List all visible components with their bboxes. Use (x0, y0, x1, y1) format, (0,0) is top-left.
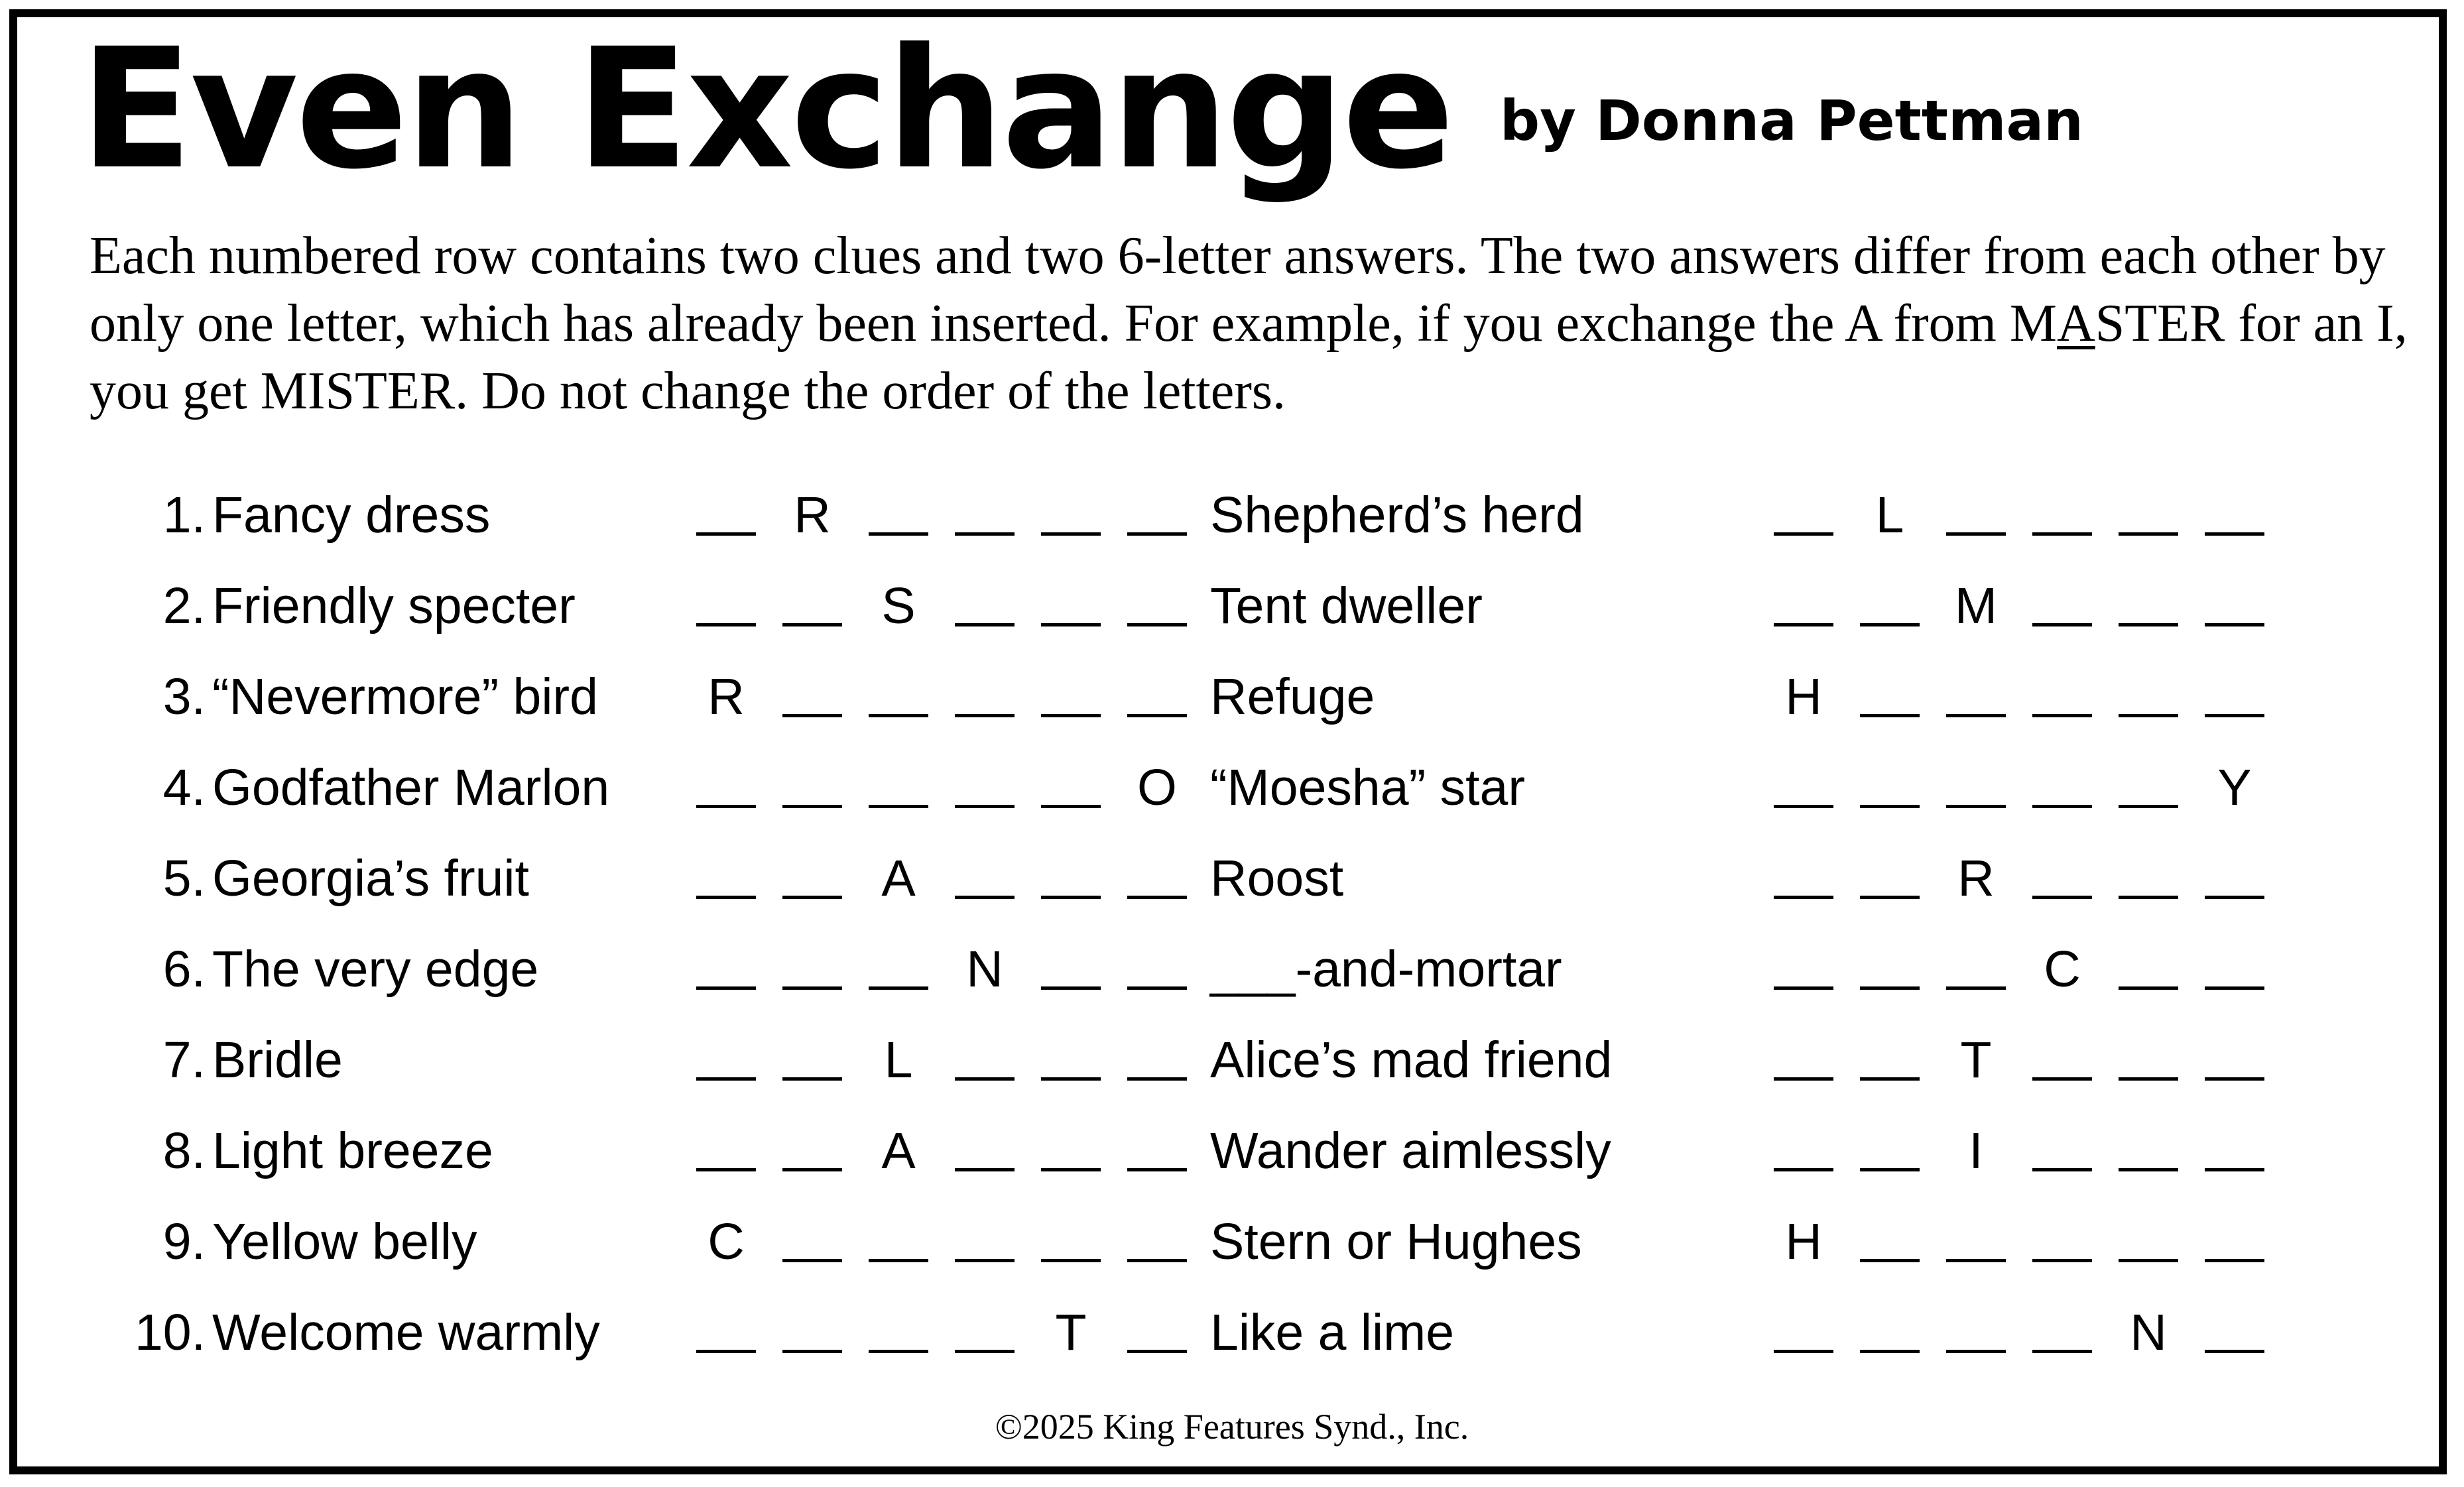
answer-blank-left[interactable] (696, 1114, 756, 1187)
blank-line (1860, 1168, 1920, 1171)
answer-blank-right[interactable] (2119, 479, 2178, 552)
blank-line (2032, 805, 2092, 808)
clue-left: Godfather Marlon (212, 759, 610, 816)
blank-line (955, 1168, 1015, 1171)
blank-line (2205, 896, 2264, 899)
blank-line (1774, 1077, 1833, 1081)
answer-blank-left[interactable] (696, 842, 756, 915)
answer-blank-right[interactable] (2032, 660, 2092, 733)
blank-line (2032, 1350, 2092, 1353)
puzzle-row (0, 1024, 2464, 1097)
given-letter-text: C (2044, 941, 2081, 998)
clue-right: Roost (1210, 850, 1344, 907)
answer-blank-left[interactable] (955, 479, 1015, 552)
given-letter-text: A (881, 850, 916, 907)
answer-blank-left[interactable] (1041, 479, 1101, 552)
given-letter-left (1127, 751, 1187, 824)
clue-right: “Moesha” star (1210, 759, 1525, 816)
answer-blank-left[interactable] (869, 1205, 928, 1278)
answer-blank-right[interactable] (2205, 1296, 2264, 1369)
answer-blank-left[interactable] (782, 569, 842, 642)
blank-line (782, 986, 842, 990)
given-letter-right (1774, 660, 1833, 733)
answer-blank-left[interactable] (955, 751, 1015, 824)
answer-blank-right[interactable] (1774, 1024, 1833, 1097)
blank-line (696, 532, 756, 536)
blank-line (782, 805, 842, 808)
answer-blank-right[interactable] (2119, 1205, 2178, 1278)
given-letter-text: A (881, 1122, 916, 1179)
copyright: ©2025 King Features Synd., Inc. (995, 1407, 1469, 1447)
blank-line (1041, 986, 1101, 990)
blank-line (1946, 986, 2006, 990)
answer-blank-right[interactable] (2032, 1024, 2092, 1097)
given-letter-right (2205, 751, 2264, 824)
answer-blank-left[interactable] (869, 933, 928, 1006)
answer-blank-right[interactable] (1946, 1296, 2006, 1369)
row-number: 4. (162, 759, 206, 816)
puzzle-row (0, 1205, 2464, 1278)
answer-blank-right[interactable] (1860, 933, 1920, 1006)
answer-blank-right[interactable] (2119, 660, 2178, 733)
answer-blank-left[interactable] (955, 1024, 1015, 1097)
blank-line (869, 1350, 928, 1353)
answer-blank-left[interactable] (1041, 660, 1101, 733)
row-number: 9. (162, 1213, 206, 1270)
answer-blank-right[interactable] (1860, 842, 1920, 915)
blank-line (2205, 623, 2264, 626)
answer-blank-right[interactable] (2032, 1205, 2092, 1278)
blank-line (955, 532, 1015, 536)
blank-line (782, 1350, 842, 1353)
blank-line (1860, 986, 1920, 990)
answer-blank-left[interactable] (1041, 1114, 1101, 1187)
blank-line (2119, 1168, 2178, 1171)
blank-line (2205, 986, 2264, 990)
row-number: 2. (162, 577, 206, 634)
given-letter-text: C (708, 1213, 745, 1270)
clue-left: “Nevermore” bird (212, 668, 598, 725)
blank-line (869, 805, 928, 808)
answer-blank-right[interactable] (2205, 1114, 2264, 1187)
row-number: 6. (162, 941, 206, 998)
answer-blank-left[interactable] (869, 660, 928, 733)
given-letter-right (2032, 933, 2092, 1006)
given-letter-right (2119, 1296, 2178, 1369)
blank-line (1041, 805, 1101, 808)
answer-blank-right[interactable] (2205, 660, 2264, 733)
blank-line (2032, 714, 2092, 717)
given-letter-right (1946, 569, 2006, 642)
given-letter-right (1946, 1114, 2006, 1187)
blank-line (955, 1259, 1015, 1262)
blank-line (1127, 1350, 1187, 1353)
answer-blank-right[interactable] (1860, 569, 1920, 642)
given-letter-text: I (1969, 1122, 1983, 1179)
blank-line (2032, 1077, 2092, 1081)
blank-line (696, 896, 756, 899)
answer-blank-right[interactable] (2119, 1114, 2178, 1187)
blank-line (1127, 986, 1187, 990)
answer-blank-right[interactable] (1946, 479, 2006, 552)
clue-left: Fancy dress (212, 487, 491, 544)
blank-line (782, 714, 842, 717)
byline: by Donna Pettman (1500, 88, 2083, 153)
clue-right: Alice’s mad friend (1210, 1032, 1613, 1089)
blank-line (782, 623, 842, 626)
blank-line (1774, 1350, 1833, 1353)
blank-line (782, 896, 842, 899)
answer-blank-left[interactable] (1127, 1024, 1187, 1097)
blank-line (2119, 532, 2178, 536)
clue-right: Refuge (1210, 668, 1375, 725)
blank-line (955, 714, 1015, 717)
answer-blank-right[interactable] (2205, 842, 2264, 915)
blank-line (1127, 896, 1187, 899)
blank-line (1127, 1168, 1187, 1171)
blank-line (1860, 623, 1920, 626)
puzzle-row (0, 933, 2464, 1006)
blank-line (1860, 1259, 1920, 1262)
given-letter-text: N (966, 941, 1003, 998)
answer-blank-left[interactable] (1041, 842, 1101, 915)
given-letter-text: Y (2217, 759, 2252, 816)
answer-blank-right[interactable] (1774, 842, 1833, 915)
answer-blank-right[interactable] (1860, 1114, 1920, 1187)
given-letter-text: R (1957, 850, 1995, 907)
blank-line (2032, 623, 2092, 626)
blank-line (1041, 532, 1101, 536)
puzzle-row (0, 660, 2464, 733)
blank-line (1946, 1350, 2006, 1353)
clue-right: Stern or Hughes (1210, 1213, 1582, 1270)
blank-line (2032, 532, 2092, 536)
answer-blank-right[interactable] (1946, 660, 2006, 733)
answer-blank-left[interactable] (782, 1114, 842, 1187)
row-number: 1. (162, 487, 206, 544)
blank-line (1774, 986, 1833, 990)
answer-blank-left[interactable] (782, 933, 842, 1006)
answer-blank-left[interactable] (869, 1296, 928, 1369)
puzzle-title: Even Exchange (80, 13, 1452, 206)
given-letter-text: L (884, 1032, 913, 1089)
given-letter-text: T (1055, 1304, 1087, 1361)
given-letter-right (1860, 479, 1920, 552)
blank-line (1041, 623, 1101, 626)
blank-line (955, 896, 1015, 899)
blank-line (2032, 1168, 2092, 1171)
blank-line (1774, 623, 1833, 626)
given-letter-left (1041, 1296, 1101, 1369)
answer-blank-right[interactable] (2205, 1024, 2264, 1097)
answer-blank-left[interactable] (1127, 842, 1187, 915)
answer-blank-left[interactable] (1127, 1114, 1187, 1187)
answer-blank-left[interactable] (955, 842, 1015, 915)
blank-line (1127, 623, 1187, 626)
blank-line (2119, 986, 2178, 990)
row-number: 5. (162, 850, 206, 907)
blank-line (1860, 1350, 1920, 1353)
blank-line (696, 623, 756, 626)
blank-line (869, 714, 928, 717)
given-letter-left (869, 1024, 928, 1097)
puzzle-row (0, 569, 2464, 642)
blank-line (2205, 532, 2264, 536)
blank-line (955, 1350, 1015, 1353)
blank-line (1946, 1259, 2006, 1262)
answer-blank-left[interactable] (696, 751, 756, 824)
clue-right: ___-and-mortar (1210, 941, 1562, 998)
blank-line (696, 986, 756, 990)
answer-blank-left[interactable] (1127, 933, 1187, 1006)
answer-blank-left[interactable] (1127, 660, 1187, 733)
blank-line (869, 532, 928, 536)
answer-blank-right[interactable] (2205, 933, 2264, 1006)
answer-blank-right[interactable] (1774, 1296, 1833, 1369)
blank-line (1127, 714, 1187, 717)
blank-line (1041, 896, 1101, 899)
clue-left: The very edge (212, 941, 539, 998)
blank-line (1946, 714, 2006, 717)
clue-left: Georgia’s fruit (212, 850, 529, 907)
answer-blank-left[interactable] (782, 1296, 842, 1369)
answer-blank-left[interactable] (696, 933, 756, 1006)
row-number: 7. (162, 1032, 206, 1089)
blank-line (1127, 1077, 1187, 1081)
answer-blank-right[interactable] (1774, 933, 1833, 1006)
puzzle-row (0, 751, 2464, 824)
row-number: 3. (162, 668, 206, 725)
answer-blank-left[interactable] (696, 1296, 756, 1369)
answer-blank-right[interactable] (1946, 933, 2006, 1006)
blank-line (2119, 896, 2178, 899)
blank-line (869, 1259, 928, 1262)
given-letter-text: T (1960, 1032, 1992, 1089)
answer-blank-left[interactable] (782, 751, 842, 824)
answer-blank-left[interactable] (869, 479, 928, 552)
given-letter-text: H (1785, 1213, 1822, 1270)
blank-line (1774, 532, 1833, 536)
answer-blank-left[interactable] (1041, 1024, 1101, 1097)
answer-blank-left[interactable] (1127, 569, 1187, 642)
answer-blank-left[interactable] (782, 842, 842, 915)
answer-blank-right[interactable] (2205, 479, 2264, 552)
answer-blank-left[interactable] (955, 1114, 1015, 1187)
answer-blank-left[interactable] (1041, 751, 1101, 824)
blank-line (782, 1077, 842, 1081)
answer-blank-right[interactable] (1774, 479, 1833, 552)
answer-blank-right[interactable] (1860, 1024, 1920, 1097)
clue-left: Bridle (212, 1032, 343, 1089)
blank-line (782, 1168, 842, 1171)
blank-line (1041, 714, 1101, 717)
given-letter-text: R (708, 668, 745, 725)
blank-line (1946, 532, 2006, 536)
answer-blank-left[interactable] (696, 1024, 756, 1097)
instructions-underlined-letter: A (2057, 294, 2095, 353)
answer-blank-left[interactable] (782, 1205, 842, 1278)
blank-line (1774, 896, 1833, 899)
answer-blank-left[interactable] (955, 1205, 1015, 1278)
answer-blank-right[interactable] (2119, 842, 2178, 915)
puzzle-row (0, 1296, 2464, 1369)
blank-line (2119, 805, 2178, 808)
given-letter-left (869, 569, 928, 642)
blank-line (2205, 1350, 2264, 1353)
given-letter-right (1774, 1205, 1833, 1278)
given-letter-text: O (1137, 759, 1177, 816)
blank-line (2119, 1259, 2178, 1262)
answer-blank-right[interactable] (2032, 1114, 2092, 1187)
blank-line (1127, 532, 1187, 536)
answer-blank-right[interactable] (2032, 1296, 2092, 1369)
answer-blank-left[interactable] (696, 479, 756, 552)
blank-line (2119, 1077, 2178, 1081)
blank-line (1774, 805, 1833, 808)
answer-blank-right[interactable] (2119, 751, 2178, 824)
clue-right: Like a lime (1210, 1304, 1455, 1361)
row-number: 10. (134, 1304, 206, 1361)
answer-blank-right[interactable] (2032, 842, 2092, 915)
blank-line (1041, 1077, 1101, 1081)
clue-left: Friendly specter (212, 577, 576, 634)
answer-blank-left[interactable] (1041, 933, 1101, 1006)
given-letter-left (869, 842, 928, 915)
answer-blank-left[interactable] (782, 660, 842, 733)
answer-blank-right[interactable] (1860, 660, 1920, 733)
puzzle-row (0, 479, 2464, 552)
blank-line (696, 805, 756, 808)
blank-line (696, 1077, 756, 1081)
answer-blank-left[interactable] (1127, 1296, 1187, 1369)
given-letter-text: H (1785, 668, 1822, 725)
blank-line (869, 986, 928, 990)
answer-blank-left[interactable] (696, 569, 756, 642)
blank-line (1774, 1168, 1833, 1171)
given-letter-text: L (1875, 487, 1904, 544)
puzzle-row (0, 1114, 2464, 1187)
blank-line (2205, 714, 2264, 717)
given-letter-text: S (881, 577, 916, 634)
blank-line (1041, 1259, 1101, 1262)
answer-blank-left[interactable] (1041, 1205, 1101, 1278)
answer-blank-left[interactable] (782, 1024, 842, 1097)
blank-line (2032, 1259, 2092, 1262)
answer-blank-right[interactable] (2205, 1205, 2264, 1278)
blank-line (1860, 805, 1920, 808)
instructions-part-2: STER for an I, you get MISTER. Do not change the order of the letters. (90, 294, 2408, 420)
given-letter-text: N (2130, 1304, 2167, 1361)
answer-blank-right[interactable] (2032, 479, 2092, 552)
answer-blank-right[interactable] (1860, 1296, 1920, 1369)
blank-line (696, 1350, 756, 1353)
given-letter-left (696, 1205, 756, 1278)
blank-line (1041, 1168, 1101, 1171)
blank-line (1127, 1259, 1187, 1262)
given-letter-text: R (794, 487, 831, 544)
blank-line (2205, 1259, 2264, 1262)
answer-blank-right[interactable] (1860, 1205, 1920, 1278)
given-letter-right (1946, 842, 2006, 915)
blank-line (2119, 623, 2178, 626)
blank-line (2032, 896, 2092, 899)
blank-line (955, 623, 1015, 626)
answer-blank-right[interactable] (1946, 1205, 2006, 1278)
blank-line (2119, 714, 2178, 717)
answer-blank-left[interactable] (1041, 569, 1101, 642)
blank-line (2205, 1077, 2264, 1081)
answer-blank-right[interactable] (1774, 569, 1833, 642)
answer-blank-left[interactable] (1127, 479, 1187, 552)
clue-left: Welcome warmly (212, 1304, 600, 1361)
given-letter-left (869, 1114, 928, 1187)
answer-blank-right[interactable] (2119, 1024, 2178, 1097)
answer-blank-right[interactable] (2205, 569, 2264, 642)
answer-blank-right[interactable] (2032, 569, 2092, 642)
answer-blank-left[interactable] (1127, 1205, 1187, 1278)
given-letter-left (782, 479, 842, 552)
answer-blank-right[interactable] (1774, 1114, 1833, 1187)
clue-right: Wander aimlessly (1210, 1122, 1611, 1179)
row-number: 8. (162, 1122, 206, 1179)
answer-blank-right[interactable] (1774, 751, 1833, 824)
blank-line (1946, 805, 2006, 808)
puzzle-row (0, 842, 2464, 915)
answer-blank-left[interactable] (955, 1296, 1015, 1369)
answer-blank-right[interactable] (1860, 751, 1920, 824)
answer-blank-right[interactable] (2119, 569, 2178, 642)
answer-blank-right[interactable] (2119, 933, 2178, 1006)
given-letter-text: M (1954, 577, 1998, 634)
answer-blank-right[interactable] (1946, 751, 2006, 824)
answer-blank-left[interactable] (955, 569, 1015, 642)
given-letter-left (696, 660, 756, 733)
clue-right: Shepherd’s herd (1210, 487, 1584, 544)
given-letter-right (1946, 1024, 2006, 1097)
blank-line (1860, 896, 1920, 899)
answer-blank-left[interactable] (869, 751, 928, 824)
answer-blank-right[interactable] (2032, 751, 2092, 824)
clue-left: Yellow belly (212, 1213, 477, 1270)
blank-line (955, 1077, 1015, 1081)
blank-line (696, 1168, 756, 1171)
instructions-part-1: Each numbered row contains two clues and two 6-letter answers. The two answers differ from each other by only one letter, which has already been inserted. For example, if you exchange the A from M (90, 227, 2386, 353)
blank-line (2205, 1168, 2264, 1171)
answer-blank-left[interactable] (955, 660, 1015, 733)
blank-line (782, 1259, 842, 1262)
clue-right: Tent dweller (1210, 577, 1483, 634)
blank-line (1860, 1077, 1920, 1081)
blank-line (955, 805, 1015, 808)
clue-left: Light breeze (212, 1122, 493, 1179)
blank-line (1860, 714, 1920, 717)
given-letter-left (955, 933, 1015, 1006)
